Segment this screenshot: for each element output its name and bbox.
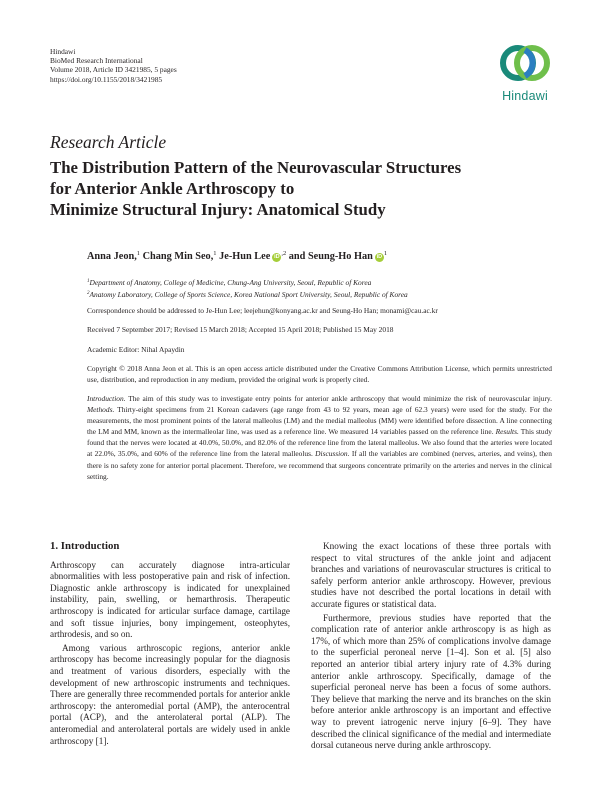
author-name[interactable]: Anna Jeon,: [87, 251, 137, 262]
author-affil-sup: 1: [383, 250, 388, 257]
abstract-text: If all the variables are combined (nerves, arteries, and veins), then there is no safety zone for anterior portal placement. Therefore, we recommend that surgeons concentrate primarily on the arteries and nerves in the clinical setting.: [87, 449, 552, 481]
body-column-left: [50, 541, 290, 749]
body-paragraph: Furthermore, previous studies have reported that the complication rate of anterior ankle arthroscopy is as high as 17%, of which more than 25% of complications involve damage to the superficial peroneal nerve [1–4]. Son et al. [5] also reported an anterior tibial artery injury rate of 4.3% during anterior ankle arthroscopy. Specifically, damage of the superficial peroneal nerve has been a focus of some authors. They believe that marking the nerve and its branches on the skin before anterior ankle arthroscopy is an important and effective way to prevent iatrogenic nerve injury [6–9]. They have described the clinical significance of the medial and intermediate dorsal cutaneous nerve during ankle arthroscopy.: [311, 612, 551, 751]
affiliations: [87, 276, 408, 300]
author-name[interactable]: Chang Min Seo,: [142, 251, 214, 262]
abstract: [87, 393, 552, 482]
journal-name: BioMed Research International: [50, 56, 143, 66]
section-heading: 1. Introduction: [50, 540, 120, 552]
abstract-text: Thirty-eight specimens from 21 Korean cadavers (age range from 43 to 92 years, mean age of 62.3 years) were used for the study. For the measurements, the most prominent points of the lateral malleolus (LM) and the medial malleolus (MM) were identified before dissection. A line connecting the LM and MM, known as the intermalleolar line, was used as a reference line. We measured 14 variables passed on the reference line.: [87, 405, 552, 437]
orcid-icon[interactable]: iD: [274, 254, 280, 260]
journal-info: [50, 47, 177, 84]
journal-publisher: Hindawi: [50, 47, 76, 56]
author-affil-sup: 1: [136, 250, 141, 257]
abstract-label: Introduction.: [87, 394, 126, 403]
publisher-logo: [492, 40, 558, 106]
body-paragraph: Among various arthroscopic regions, anterior ankle arthroscopy has become increasingly popular for the diagnosis and treatment of various disorders, especially with the development of new arthroscopic instruments and techniques. There are generally three recommended portals for anterior ankle arthroscopy: the anteromedial portal (AMP), the anterocentral portal (ACP), and the anterolateral portal (ALP). The anteromedial and anterolateral portals are widely used in ankle arthroscopy [1].: [50, 642, 290, 746]
author-affil-sup: ,2: [281, 250, 287, 257]
orcid-icon[interactable]: iD: [376, 254, 383, 260]
body-paragraph: Arthroscopy can accurately diagnose intra-articular abnormalities with less postoperative pain and risk of infection. Diagnostic ankle arthroscopy is indicated for unexplained instability, pain, swelling, or hemarthrosis. Therapeutic arthroscopy is indicated for articular surface damage, cartilage and soft tissue injuries, bony impingement, osteophytes, arthrodesis, and so on.: [50, 559, 290, 640]
article-title: [50, 157, 550, 220]
abstract-label: Methods.: [87, 405, 115, 415]
affiliation: $^1$Department of Anatomy, College of Medicine, Chung-Ang University, Seoul, Republic of Korea: [87, 278, 372, 287]
title-line: The Distribution Pattern of the Neurovascular Structures: [50, 158, 462, 177]
body-column-right: [311, 541, 551, 754]
logo-word: Hindawi: [502, 89, 548, 103]
author-name[interactable]: and Seung-Ho Han: [288, 251, 373, 262]
correspondence: Correspondence should be addressed to Je-Hun Lee; leejehun@konyang.ac.kr and Seung-Ho Han; monami@cau.ac.kr: [87, 306, 438, 315]
abstract-text: This study found that the nerves were located at 40.0%, 50.0%, and 82.0% of the reference line from the lateral malleolus. We also found that the arteries were located at 22.0%, 35.0%, and 60% of the reference line from the lateral malleolus.: [87, 427, 553, 459]
publication-dates: Received 7 September 2017; Revised 15 March 2018; Accepted 15 April 2018; Published 15 May 2018: [87, 325, 394, 334]
abstract-label: Results.: [495, 427, 519, 437]
journal-doi[interactable]: https://doi.org/10.1155/2018/3421985: [50, 74, 163, 84]
body-paragraph: Knowing the exact locations of these three portals with respect to vital structures of the ankle joint and adjacent branches and variations of neurovascular structures is critical to safely perform anterior ankle arthroscopy. However, previous studies have not described the portal locations in detail with accurate figures or statistical data.: [311, 541, 551, 609]
abstract-text: The aim of this study was to investigate entry points for anterior ankle arthroscopy that would minimize the risk of neurovascular injury.: [125, 394, 552, 403]
author-name[interactable]: Je-Hun Lee: [219, 251, 271, 262]
author-list: [87, 250, 387, 262]
abstract-label: Discussion.: [315, 449, 350, 459]
title-line: Minimize Structural Injury: Anatomical Study: [50, 200, 386, 219]
author-affil-sup: 1: [213, 250, 217, 257]
affiliation: $^2$Anatomy Laboratory, College of Sports Science, Korea National Sport University, Seoul, Republic of Korea: [87, 290, 408, 299]
article-type: Research Article: [50, 132, 167, 152]
academic-editor: Academic Editor: Nihal Apaydin: [87, 345, 185, 354]
hindawi-logo-icon: [496, 40, 554, 86]
title-line: for Anterior Ankle Arthroscopy to: [50, 179, 295, 198]
journal-volume: Volume 2018, Article ID 3421985, 5 pages: [50, 65, 177, 75]
copyright-notice: Copyright © 2018 Anna Jeon et al. This is an open access article distributed under the Creative Commons Attribution License, which permits unrestricted use, distribution, and reproduction in any medium, provided the original work is properly cited.: [87, 364, 552, 384]
